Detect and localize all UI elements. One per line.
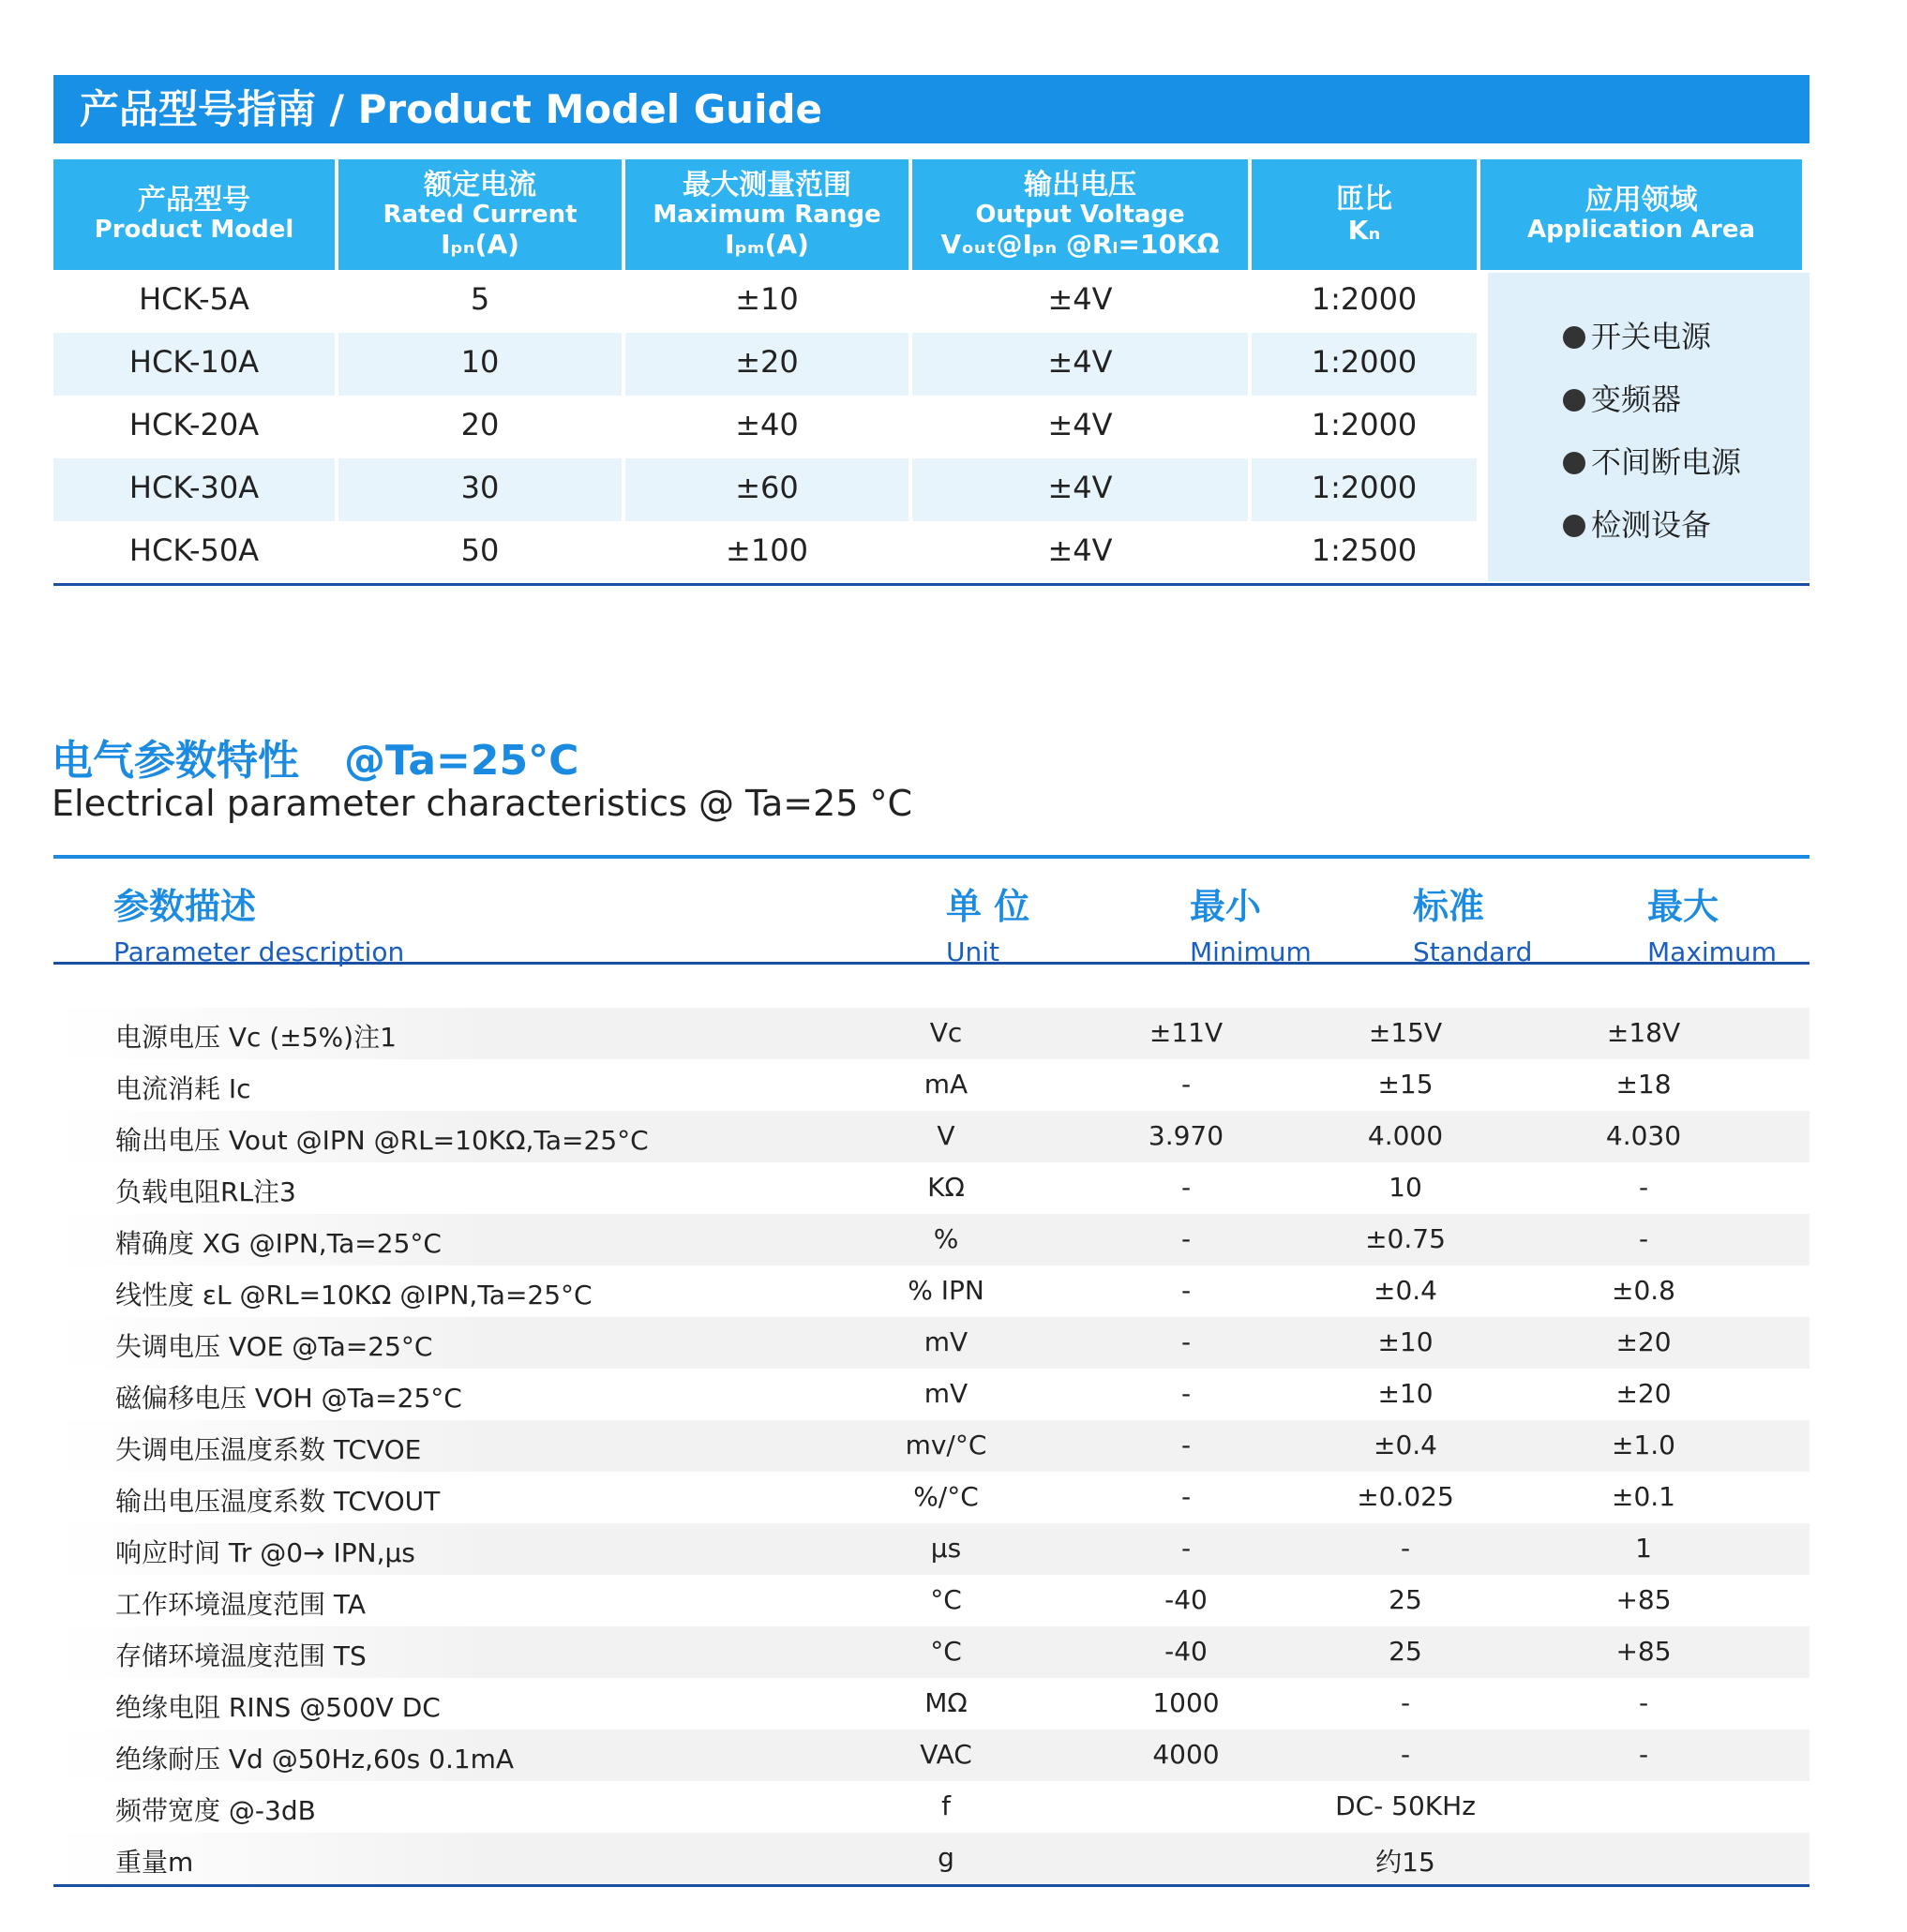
header-cn: 额定电流 [424, 168, 536, 202]
parameter-description: 输出电压温度系数 TCVOUT [115, 1486, 441, 1517]
header-sym: Vₒᵤₜ@Iₚₙ @Rₗ=10KΩ [940, 229, 1220, 261]
parameter-unit: % [933, 1223, 959, 1254]
parameter-std: 25 [1389, 1636, 1422, 1667]
parameter-std: ±0.025 [1357, 1481, 1454, 1512]
parameter-description: 失调电压温度系数 TCVOE [115, 1434, 422, 1465]
parameter-description: 电流消耗 Ic [115, 1073, 251, 1104]
parameter-min: ±11V [1149, 1017, 1224, 1048]
parameter-std: ±10 [1377, 1326, 1434, 1357]
header-description-cn: 参数描述 [113, 886, 257, 927]
model-cell-range: ±100 [726, 532, 808, 568]
parameter-description: 电源电压 Vc (±5%)注1 [115, 1022, 397, 1053]
parameter-std: ±15 [1377, 1069, 1434, 1100]
parameter-max: +85 [1615, 1636, 1672, 1667]
parameter-std: - [1400, 1687, 1411, 1718]
parameter-max: ±20 [1615, 1378, 1672, 1409]
parameter-min: 4000 [1152, 1739, 1220, 1770]
parameter-std: ±0.4 [1374, 1430, 1437, 1460]
parameter-std: 约15 [1375, 1847, 1435, 1878]
header-cn: 匝比 [1336, 182, 1392, 216]
model-cell-ratio: 1:2000 [1311, 281, 1418, 317]
electrical-section-subtitle: Electrical parameter characteristics @ Ta=25 °C [52, 783, 913, 824]
bullet-icon [1563, 326, 1585, 349]
model-table-body [53, 270, 1809, 589]
parameter-std: - [1400, 1739, 1411, 1770]
bullet-icon [1563, 452, 1585, 474]
section-banner: 产品型号指南 / Product Model Guide [53, 75, 1809, 143]
model-header-cell [338, 159, 622, 270]
application-item [1563, 368, 1809, 431]
parameter-max: - [1638, 1687, 1649, 1718]
parameter-description: 失调电压 VOE @Ta=25°C [115, 1331, 433, 1362]
model-cell-rated: 30 [338, 458, 622, 521]
application-item [1563, 494, 1809, 557]
parameter-min: - [1180, 1430, 1192, 1460]
parameter-row [53, 1162, 1809, 1214]
model-cell-vout: ±4V [1047, 407, 1113, 442]
parameter-description: 响应时间 Tr @0→ IPN,μs [115, 1537, 415, 1568]
parameter-row [53, 1266, 1809, 1317]
parameter-row [53, 1008, 1809, 1059]
parameter-std: - [1400, 1533, 1411, 1564]
parameter-row [53, 1059, 1809, 1111]
header-maximum [1647, 877, 1777, 967]
header-description [113, 877, 404, 967]
table-bottom-rule [53, 583, 1809, 586]
bullet-icon [1563, 515, 1585, 537]
parameter-min: - [1180, 1378, 1192, 1409]
model-header-cell [625, 159, 908, 270]
parameter-description: 精确度 XG @IPN,Ta=25°C [115, 1228, 442, 1259]
parameter-unit: V [937, 1120, 955, 1151]
parameter-max: ±18 [1615, 1069, 1672, 1100]
parameter-unit: mv/°C [905, 1430, 987, 1460]
parameter-description: 输出电压 Vout @IPN @RL=10KΩ,Ta=25°C [115, 1125, 649, 1156]
header-en: Maximum Range [653, 201, 881, 230]
model-cell-range: ±60 [625, 458, 908, 521]
parameter-min: -40 [1164, 1584, 1208, 1615]
section-title-cn: 电气参数特性 [52, 737, 299, 785]
parameter-table-header [53, 859, 1809, 967]
parameter-unit: μs [930, 1533, 962, 1564]
parameter-unit: KΩ [927, 1172, 965, 1203]
parameter-max: +85 [1615, 1584, 1672, 1615]
model-header-cell [1480, 159, 1802, 270]
parameter-std: ±0.4 [1374, 1275, 1437, 1306]
header-cn: 产品型号 [138, 183, 250, 217]
parameter-min: - [1180, 1069, 1192, 1100]
header-standard [1413, 877, 1532, 967]
parameter-std: 4.000 [1367, 1120, 1444, 1151]
header-sym: Kₙ [1347, 215, 1381, 247]
header-unit [946, 877, 1029, 967]
parameter-min: - [1180, 1275, 1192, 1306]
parameter-row [53, 1214, 1809, 1266]
parameter-description: 频带宽度 @-3dB [115, 1795, 316, 1826]
parameter-row [53, 1523, 1809, 1575]
header-sym: Iₚₙ(A) [441, 229, 519, 261]
parameter-row [53, 1678, 1809, 1730]
parameter-min: -40 [1164, 1636, 1208, 1667]
parameter-description: 负载电阻RL注3 [115, 1176, 296, 1207]
header-cn: 应用领域 [1584, 183, 1698, 217]
model-cell-range: ±10 [735, 281, 799, 317]
header-unit-en: Unit [946, 936, 999, 967]
header-cn: 输出电压 [1024, 168, 1136, 202]
application-item [1563, 431, 1809, 494]
parameter-description: 线性度 εL @RL=10KΩ @IPN,Ta=25°C [115, 1280, 593, 1310]
parameter-unit: mA [923, 1069, 969, 1100]
parameter-row [53, 1730, 1809, 1781]
application-label: 变频器 [1591, 382, 1682, 417]
header-en: Product Model [94, 216, 294, 245]
header-maximum-en: Maximum [1647, 936, 1777, 967]
table-bottom-rule [53, 1884, 1809, 1887]
parameter-max: - [1638, 1739, 1649, 1770]
parameter-unit: °C [930, 1584, 962, 1615]
application-item [1563, 306, 1809, 368]
parameter-unit: Vc [929, 1017, 963, 1048]
parameter-unit: g [938, 1842, 954, 1873]
parameter-unit: mV [923, 1378, 969, 1409]
section-title-temp: @Ta=25°C [344, 737, 579, 785]
model-cell-vout: ±4V [1047, 281, 1113, 317]
header-standard-cn: 标准 [1413, 886, 1485, 927]
parameter-max: ±0.8 [1612, 1275, 1675, 1306]
parameter-row [53, 1472, 1809, 1523]
parameter-min: - [1180, 1172, 1192, 1203]
model-cell-rated: 50 [460, 532, 500, 568]
model-cell-range: ±20 [625, 333, 908, 396]
model-cell-rated: 10 [338, 333, 622, 396]
model-cell-rated: 20 [460, 407, 500, 442]
parameter-max: ±1.0 [1612, 1430, 1675, 1460]
parameter-max: ±18V [1606, 1017, 1681, 1048]
parameter-description: 工作环境温度范围 TA [115, 1589, 366, 1620]
parameter-table-body [53, 1008, 1809, 1884]
parameter-min: - [1180, 1481, 1192, 1512]
parameter-description: 重量m [115, 1847, 194, 1878]
parameter-row [53, 1626, 1809, 1678]
header-minimum-en: Minimum [1190, 936, 1312, 967]
parameter-description: 存储环境温度范围 TS [115, 1640, 367, 1671]
parameter-min: - [1180, 1326, 1192, 1357]
parameter-row [53, 1420, 1809, 1472]
model-header-cell [912, 159, 1248, 270]
parameter-unit: % IPN [908, 1275, 984, 1306]
parameter-std: 10 [1389, 1172, 1422, 1203]
parameter-row [53, 1317, 1809, 1369]
header-maximum-cn: 最大 [1647, 886, 1719, 927]
parameter-min: - [1180, 1533, 1192, 1564]
parameter-unit: mV [923, 1326, 969, 1357]
parameter-std: ±10 [1377, 1378, 1434, 1409]
header-en: Output Voltage [975, 201, 1185, 230]
parameter-max: - [1638, 1172, 1649, 1203]
header-description-en: Parameter description [113, 936, 405, 967]
model-cell-ratio: 1:2000 [1252, 333, 1477, 396]
parameter-max: ±0.1 [1612, 1481, 1675, 1512]
parameter-description: 绝缘电阻 RINS @500V DC [115, 1692, 441, 1723]
electrical-section-title [52, 726, 578, 786]
model-cell-model: HCK-20A [128, 407, 260, 442]
parameter-max: 1 [1635, 1533, 1652, 1564]
parameter-description: 磁偏移电压 VOH @Ta=25°C [115, 1383, 462, 1414]
header-minimum [1190, 877, 1312, 967]
application-label: 不间断电源 [1591, 444, 1742, 480]
parameter-row [53, 1369, 1809, 1420]
model-cell-model: HCK-10A [53, 333, 335, 396]
header-en: Rated Current [383, 201, 578, 230]
header-sym: Iₚₘ(A) [725, 229, 809, 261]
parameter-unit: °C [930, 1636, 962, 1667]
parameter-std: ±15V [1368, 1017, 1443, 1048]
model-cell-ratio: 1:2500 [1311, 532, 1418, 568]
bullet-icon [1563, 389, 1585, 412]
model-cell-rated: 5 [470, 281, 490, 317]
parameter-std: DC- 50KHz [1335, 1790, 1476, 1821]
header-en: Application Area [1526, 216, 1755, 245]
parameter-min: - [1180, 1223, 1192, 1254]
model-cell-model: HCK-50A [128, 532, 260, 568]
parameter-min: 3.970 [1148, 1120, 1224, 1151]
parameter-row [53, 1111, 1809, 1162]
parameter-description: 绝缘耐压 Vd @50Hz,60s 0.1mA [115, 1744, 515, 1775]
model-header-cell [1252, 159, 1477, 270]
model-cell-ratio: 1:2000 [1311, 407, 1418, 442]
application-label: 检测设备 [1591, 507, 1712, 543]
parameter-unit: f [941, 1790, 951, 1821]
parameter-unit: %/°C [913, 1481, 979, 1512]
model-cell-model: HCK-5A [139, 281, 249, 317]
parameter-row [53, 1781, 1809, 1833]
parameter-std: 25 [1389, 1584, 1422, 1615]
parameter-max: - [1638, 1223, 1649, 1254]
parameter-max: ±20 [1615, 1326, 1672, 1357]
parameter-min: 1000 [1152, 1687, 1220, 1718]
parameter-unit: MΩ [924, 1687, 968, 1718]
model-cell-range: ±40 [735, 407, 799, 442]
model-cell-vout: ±4V [1047, 532, 1113, 568]
model-cell-vout: ±4V [912, 333, 1248, 396]
model-cell-ratio: 1:2000 [1252, 458, 1477, 521]
header-unit-cn: 单 位 [946, 886, 1030, 927]
model-cell-vout: ±4V [912, 458, 1248, 521]
header-cn: 最大测量范围 [683, 168, 851, 202]
parameter-max: 4.030 [1605, 1120, 1682, 1151]
application-area-cell [1488, 273, 1809, 581]
header-minimum-cn: 最小 [1190, 886, 1262, 927]
parameter-unit: VAC [920, 1739, 972, 1770]
application-label: 开关电源 [1591, 319, 1712, 354]
model-cell-model: HCK-30A [53, 458, 335, 521]
product-model-table [53, 159, 1809, 589]
parameter-std: ±0.75 [1365, 1223, 1446, 1254]
parameter-row [53, 1833, 1809, 1884]
header-standard-en: Standard [1413, 936, 1533, 967]
electrical-parameter-table [53, 855, 1809, 1887]
model-header-cell [53, 159, 335, 270]
parameter-row [53, 1575, 1809, 1626]
model-table-header [53, 159, 1809, 270]
